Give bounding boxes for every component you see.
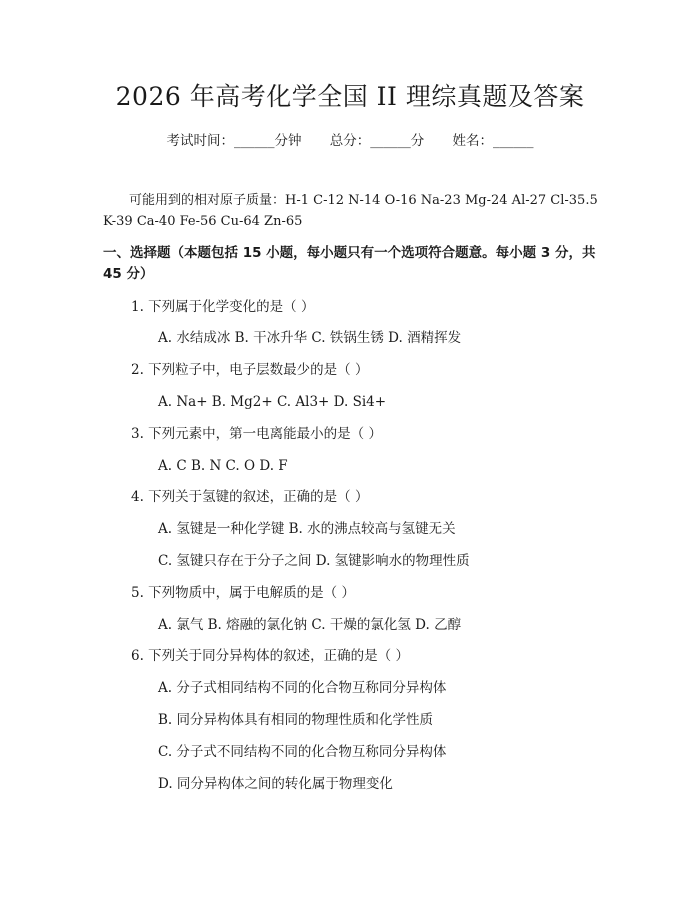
question-6: 6. 下列关于同分异构体的叙述，正确的是（ ） [131, 648, 409, 664]
atomic-masses-note: 可能用到的相对原子质量：H-1 C-12 N-14 O-16 Na-23 Mg-24 Al-27 Cl-35.5 K-39 Ca-40 Fe-56 Cu-64 Zn-65 [103, 193, 598, 229]
exam-time-field: 考试时间：______分钟 [166, 133, 302, 149]
question-1: 1. 下列属于化学变化的是（ ） [131, 299, 315, 315]
question-6-option-a: A. 分子式相同结构不同的化合物互称同分异构体 [158, 680, 447, 696]
question-5: 5. 下列物质中，属于电解质的是（ ） [131, 585, 355, 601]
page-title: 2026 年高考化学全国 II 理综真题及答案 [115, 82, 585, 111]
section-heading-multiple-choice: 一、选择题（本题包括 15 小题，每小题只有一个选项符合题意。每小题 3 分，共 45 分） [103, 245, 596, 282]
question-6-option-c: C. 分子式不同结构不同的化合物互称同分异构体 [158, 744, 447, 760]
question-6-option-b: B. 同分异构体具有相同的物理性质和化学性质 [158, 712, 434, 728]
question-3: 3. 下列元素中，第一电离能最小的是（ ） [131, 426, 382, 442]
question-1-options: A. 水结成冰 B. 干冰升华 C. 铁锅生锈 D. 酒精挥发 [158, 330, 462, 346]
student-name-field: 姓名：______ [452, 133, 534, 149]
question-4-options-cd: C. 氢键只存在于分子之间 D. 氢键影响水的物理性质 [158, 553, 470, 569]
question-3-options: A. C B. N C. O D. F [158, 458, 288, 474]
question-4-options-ab: A. 氢键是一种化学键 B. 水的沸点较高与氢键无关 [158, 521, 456, 537]
question-2-options: A. Na+ B. Mg2+ C. Al3+ D. Si4+ [158, 394, 387, 410]
total-score-field: 总分：______分 [329, 133, 425, 149]
exam-info-line [0, 131, 700, 151]
question-2: 2. 下列粒子中，电子层数最少的是（ ） [131, 362, 369, 378]
question-6-option-d: D. 同分异构体之间的转化属于物理变化 [158, 776, 393, 792]
question-4: 4. 下列关于氢键的叙述，正确的是（ ） [131, 489, 369, 505]
question-5-options: A. 氯气 B. 熔融的氯化钠 C. 干燥的氯化氢 D. 乙醇 [158, 617, 462, 633]
